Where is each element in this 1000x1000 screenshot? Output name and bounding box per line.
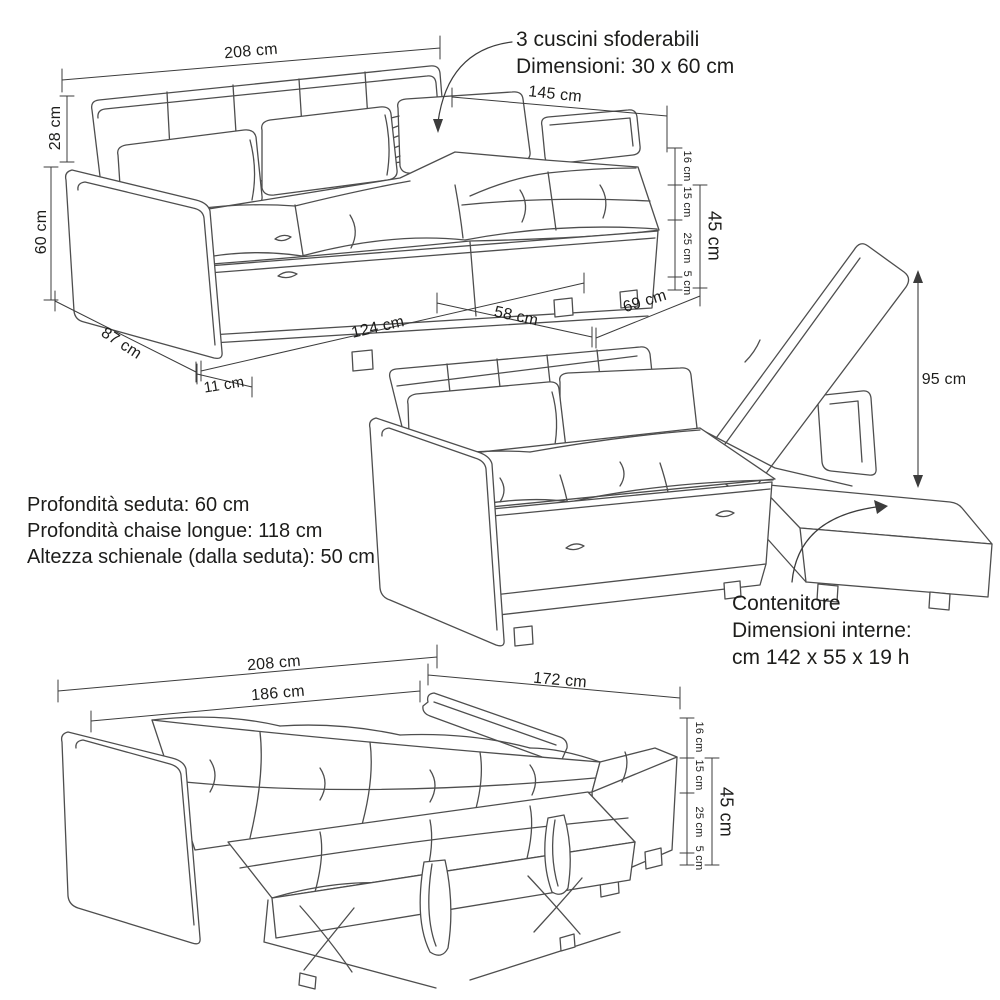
dim-seg-5-bed: 5 cm: [693, 845, 705, 871]
dim-seg-15-bed: 15 cm: [693, 759, 705, 791]
cushion-note-line2: Dimensioni: 30 x 60 cm: [516, 55, 735, 78]
cushion-note: [516, 26, 734, 80]
dim-total-width-closed: 208 cm: [223, 40, 279, 63]
dim-seg-16-closed: 16 cm: [681, 150, 693, 182]
specs-note: [27, 492, 375, 570]
dim-seg-15-closed: 15 cm: [681, 186, 693, 218]
dim-seg-25-bed: 25 cm: [693, 806, 705, 838]
dim-chaise-width: 58 cm: [492, 303, 540, 330]
dim-seg-16-bed: 16 cm: [693, 721, 705, 753]
dim-arm-height: 60 cm: [33, 209, 50, 255]
dim-chaise-length: 145 cm: [527, 83, 583, 106]
dim-seg-5-closed: 5 cm: [681, 270, 693, 296]
cushion-note-line1: 3 cuscini sfoderabili: [516, 28, 700, 51]
dim-seat-height-bed: 45 cm: [716, 786, 737, 838]
dim-bed-width: 186 cm: [250, 682, 306, 705]
specs-note-line2: Profondità chaise longue: 118 cm: [27, 520, 323, 542]
container-note: [732, 590, 912, 671]
sofa-bed-drawing: [62, 693, 677, 989]
container-note-line1: Contenitore: [732, 592, 841, 615]
container-note-line3: cm 142 x 55 x 19 h: [732, 646, 910, 669]
dim-seg-25-closed: 25 cm: [681, 232, 693, 264]
dim-seat-height-closed: 45 cm: [704, 210, 725, 262]
dim-lid-height: 95 cm: [921, 371, 967, 388]
specs-note-line3: Altezza schienale (dalla seduta): 50 cm: [27, 546, 375, 568]
container-note-line2: Dimensioni interne:: [732, 619, 912, 642]
dim-bed-length: 172 cm: [532, 669, 588, 692]
specs-note-line1: Profondità seduta: 60 cm: [27, 494, 250, 516]
dim-front-width: 124 cm: [349, 313, 406, 342]
dim-back-height: 28 cm: [47, 105, 64, 151]
dim-chaise-depth: 69 cm: [621, 286, 669, 317]
dim-foot-offset: 11 cm: [202, 373, 246, 397]
dim-total-width-bed: 208 cm: [246, 652, 302, 675]
dim-side-depth: 87 cm: [97, 324, 145, 363]
